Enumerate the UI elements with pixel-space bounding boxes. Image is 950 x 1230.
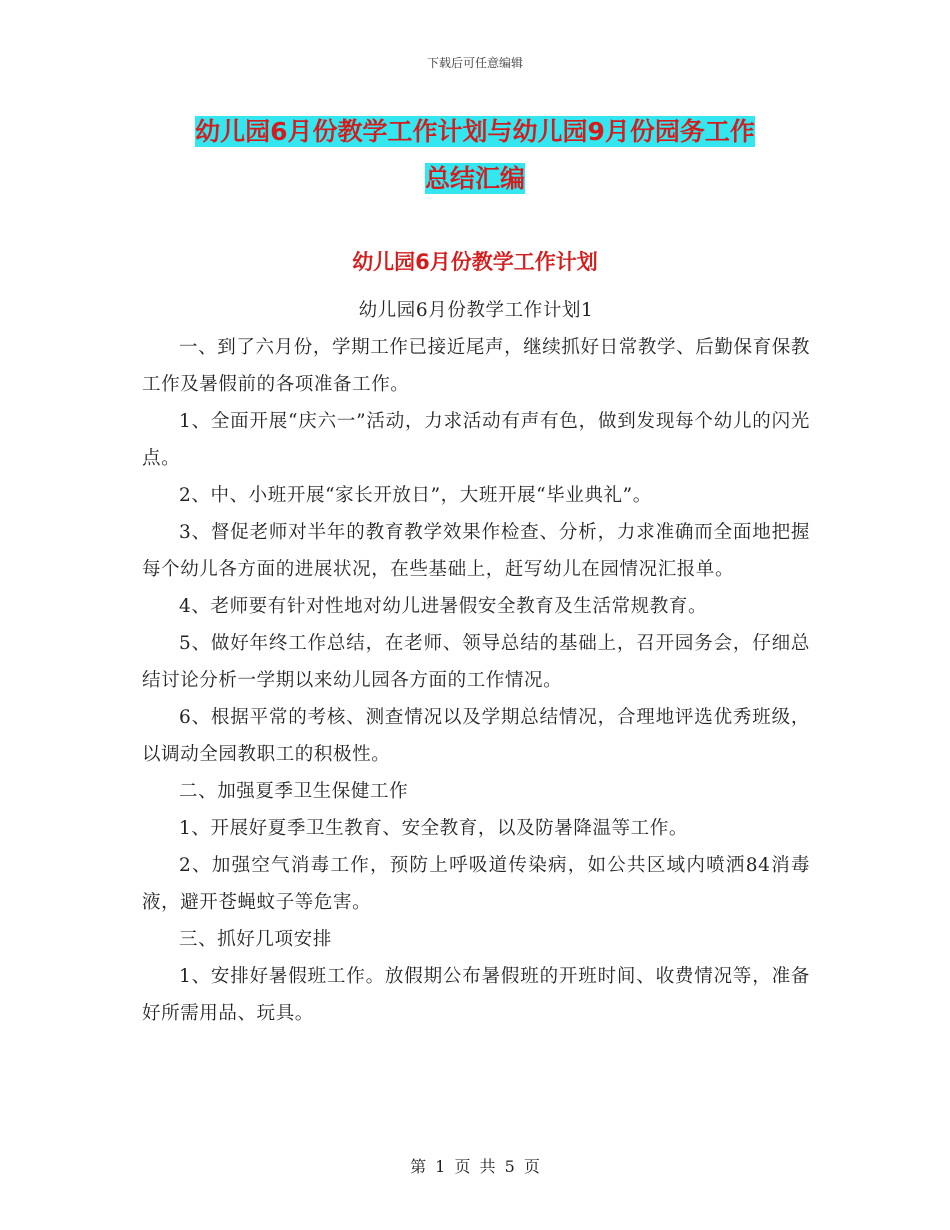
document-title: [140, 108, 810, 202]
document-body: [142, 292, 810, 1032]
paragraph: 1、开展好夏季卫生教育、安全教育，以及防暑降温等工作。: [179, 818, 688, 839]
document-title-line-1: 幼儿园6月份教学工作计划与幼儿园9月份园务工作: [195, 117, 755, 146]
paragraph: 二、加强夏季卫生保健工作: [179, 781, 409, 802]
paragraph: 2、加强空气消毒工作，预防上呼吸道传染病，如公共区域内喷洒84消毒液，避开苍蝇蚊子等危害。: [142, 855, 810, 913]
header-note: 下载后可任意编辑: [426, 56, 523, 70]
subtitle: 幼儿园6月份教学工作计划1: [358, 300, 594, 321]
paragraph: 2、中、小班开展“家长开放日”，大班开展“毕业典礼”。: [179, 485, 652, 506]
paragraph: 1、安排好暑假班工作。放假期公布暑假班的开班时间、收费情况等，准备好所需用品、玩具。: [142, 966, 810, 1024]
paragraph: 一、到了六月份，学期工作已接近尾声，继续抓好日常教学、后勤保育保教工作及暑假前的各项准备工作。: [142, 337, 810, 395]
document-title-line-2: 总结汇编: [424, 164, 525, 193]
paragraph: 6、根据平常的考核、测查情况以及学期总结情况，合理地评选优秀班级，以调动全园教职工的积极性。: [142, 707, 810, 765]
page-footer: 第 1 页 共 5 页: [410, 1157, 540, 1176]
paragraph: 三、抓好几项安排: [179, 929, 332, 950]
paragraph: 5、做好年终工作总结，在老师、领导总结的基础上，召开园务会，仔细总结讨论分析一学期以来幼儿园各方面的工作情况。: [142, 633, 810, 691]
section-title: 幼儿园6月份教学工作计划: [352, 250, 598, 274]
paragraph: 3、督促老师对半年的教育教学效果作检查、分析，力求准确而全面地把握每个幼儿各方面的进展状况，在些基础上，赶写幼儿在园情况汇报单。: [142, 522, 810, 580]
paragraph: 4、老师要有针对性地对幼儿进暑假安全教育及生活常规教育。: [179, 596, 708, 617]
paragraph: 1、全面开展“庆六一”活动，力求活动有声有色，做到发现每个幼儿的闪光点。: [142, 411, 810, 469]
